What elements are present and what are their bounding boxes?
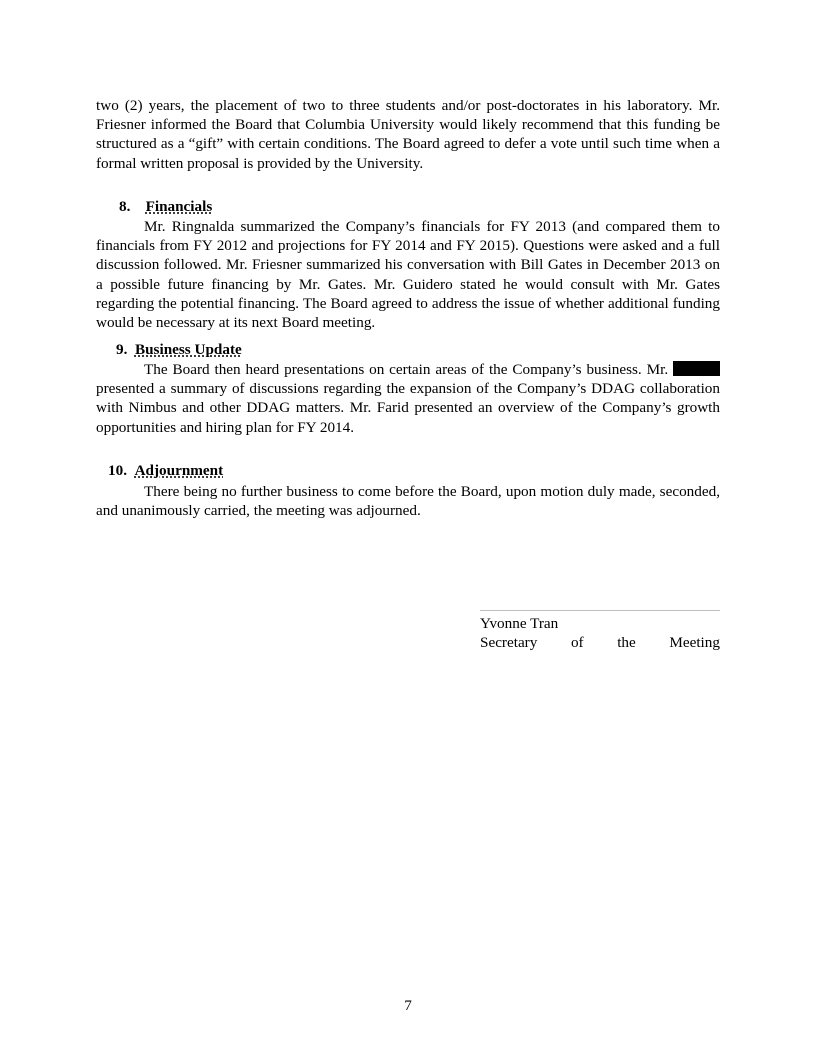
business-update-text-end: presented a summary of discussions regarding the expansion of the Company’s DDAG collaboration with Nimbus and other DDAG matters. Mr. Farid presented an overview of the Company’s growth opportunities and hiring plan for FY 2014.: [96, 380, 720, 436]
signature-title-word: Meeting: [669, 634, 720, 651]
signature-title-word: Secretary: [480, 634, 538, 651]
section-number: 9.: [116, 341, 128, 358]
section-title: Financials: [145, 198, 213, 215]
redaction-box: [673, 361, 720, 376]
business-update-text-start: The Board then heard presentations on certain areas of the Company’s business. Mr.: [144, 361, 669, 378]
section-number: 8.: [119, 198, 131, 215]
signature-title-word: of: [570, 634, 584, 651]
section-title: Business Update: [134, 341, 242, 358]
signature-line: [480, 610, 720, 611]
section-body-business-update: [96, 360, 720, 437]
signature-name: Yvonne Tran: [480, 615, 559, 632]
signature-title: [480, 633, 720, 652]
section-title: Adjournment: [134, 462, 224, 479]
section-heading-financials: [119, 197, 212, 216]
section-body-adjournment: There being no further business to come before the Board, upon motion duly made, seconded, and unanimously carried, the meeting was adjourned.: [96, 483, 720, 520]
signature-title-word: the: [617, 634, 636, 651]
section-heading-adjournment: [108, 461, 223, 480]
continuation-paragraph: two (2) years, the placement of two to three students and/or post-doctorates in his laboratory. Mr. Friesner informed the Board that Columbia University would likely recommend that this funding be structured as a “gift” with certain conditions. The Board agreed to defer a vote until such time when a formal written proposal is provided by the University.: [96, 97, 720, 172]
section-number: 10.: [108, 462, 127, 479]
section-heading-business-update: [116, 340, 242, 359]
page-number: 7: [404, 997, 412, 1014]
section-body-financials: Mr. Ringnalda summarized the Company’s financials for FY 2013 (and compared them to financials from FY 2012 and projections for FY 2014 and FY 2015). Questions were asked and a full discussion followed. Mr. Friesner summarized his conversation with Bill Gates in December 2013 on a possible future financing by Mr. Gates. Mr. Guidero stated he would consult with Mr. Gates regarding the potential financing. The Board agreed to address the issue of whether additional funding would be necessary at its next Board meeting.: [96, 218, 720, 332]
